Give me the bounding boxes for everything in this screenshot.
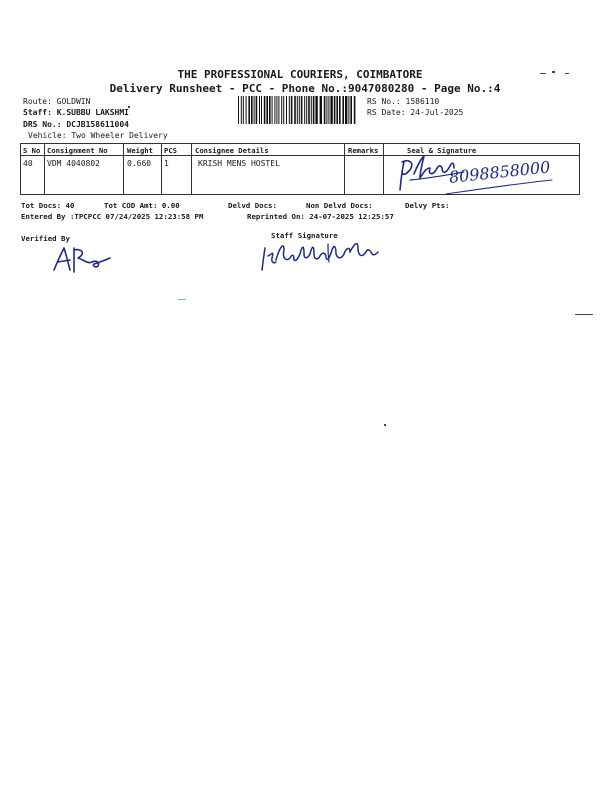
scan-speck bbox=[552, 71, 555, 73]
barcode-bar bbox=[299, 96, 300, 124]
verifier-signature-image bbox=[50, 244, 114, 276]
column-divider bbox=[123, 144, 124, 194]
total-docs: Tot Docs: 40 bbox=[21, 201, 75, 210]
barcode-bar bbox=[301, 96, 303, 124]
barcode-bar bbox=[266, 96, 268, 124]
barcode-bar bbox=[328, 96, 329, 124]
staff-label: Staff: K.SUBBU LAKSHMI bbox=[23, 108, 129, 117]
barcode-bar bbox=[339, 96, 341, 124]
barcode-bar bbox=[306, 96, 307, 124]
column-divider bbox=[383, 144, 384, 194]
staff-signature-image bbox=[258, 236, 382, 276]
header-consignee: Consignee Details bbox=[195, 146, 269, 155]
barcode-bar bbox=[334, 96, 336, 124]
cell-consignment: VDM 4040802 bbox=[47, 159, 100, 168]
route-label: Route: GOLDWIN bbox=[23, 97, 91, 106]
staff-signature-label: Staff Signature bbox=[271, 231, 338, 240]
cell-weight: 0.660 bbox=[127, 159, 152, 168]
barcode-bar bbox=[308, 96, 310, 124]
barcode-bar bbox=[286, 96, 287, 124]
barcode-bar bbox=[272, 96, 273, 124]
barcode-bar bbox=[256, 96, 258, 124]
header-pcs: PCS bbox=[164, 146, 177, 155]
barcode-bar bbox=[281, 96, 282, 124]
barcode-bar bbox=[294, 96, 296, 124]
barcode-image bbox=[237, 96, 359, 124]
scan-speck bbox=[565, 73, 569, 74]
column-divider bbox=[161, 144, 162, 194]
barcode-bar bbox=[291, 96, 293, 124]
barcode-bar bbox=[348, 96, 349, 124]
barcode-bar bbox=[238, 96, 239, 124]
barcode-bar bbox=[251, 96, 253, 124]
column-divider bbox=[191, 144, 192, 194]
receiver-phone-handwritten: 8098858000 bbox=[448, 157, 552, 187]
barcode-bar bbox=[297, 96, 298, 124]
barcode-bar bbox=[336, 96, 338, 124]
barcode-bar bbox=[261, 96, 262, 124]
barcode-bar bbox=[313, 96, 315, 124]
delivery-points: Delvy Pts: bbox=[405, 201, 450, 210]
rs-number: RS No.: 1586110 bbox=[367, 97, 440, 106]
barcode-bar bbox=[243, 96, 244, 124]
barcode-bar bbox=[350, 96, 352, 124]
reprinted-on: Reprinted On: 24-07-2025 12:25:57 bbox=[247, 212, 394, 221]
barcode-bar bbox=[274, 96, 275, 124]
barcode-bar bbox=[311, 96, 312, 124]
barcode-bar bbox=[278, 96, 279, 124]
non-delivered-docs: Non Delvd Docs: bbox=[306, 201, 373, 210]
scan-speck bbox=[575, 314, 593, 315]
delivered-docs: Delvd Docs: bbox=[228, 201, 277, 210]
underline-stroke bbox=[444, 178, 556, 198]
total-cod-amount: Tot COD Amt: 0.00 bbox=[104, 201, 180, 210]
barcode-bar bbox=[330, 96, 332, 124]
header-sno: S No bbox=[23, 146, 41, 155]
scan-speck bbox=[128, 106, 130, 108]
barcode-bar bbox=[241, 96, 242, 124]
scan-speck bbox=[384, 424, 386, 426]
barcode-bar bbox=[345, 96, 347, 124]
barcode-bar bbox=[320, 96, 322, 124]
barcode-bar bbox=[324, 96, 326, 124]
cell-pcs: 1 bbox=[164, 159, 169, 168]
barcode-bar bbox=[289, 96, 290, 124]
cell-consignee: KRISH MENS HOSTEL bbox=[198, 159, 280, 168]
barcode-bar bbox=[304, 96, 305, 124]
column-divider bbox=[344, 144, 345, 194]
drs-number: DRS No.: DCJB158611004 bbox=[23, 120, 129, 129]
header-seal-signature: Seal & Signature bbox=[407, 146, 477, 155]
header-consignment: Consignment No bbox=[47, 146, 108, 155]
rs-date: RS Date: 24-Jul-2025 bbox=[367, 108, 464, 117]
barcode-bar bbox=[354, 96, 356, 124]
barcode-bar bbox=[254, 96, 255, 124]
scan-speck bbox=[178, 299, 186, 300]
barcode-bar bbox=[342, 96, 344, 124]
company-title: THE PROFESSIONAL COURIERS, COIMBATORE bbox=[177, 68, 423, 81]
vehicle-label: Vehicle: Two Wheeler Delivery bbox=[28, 131, 168, 140]
entered-by: Entered By :TPCPCC 07/24/2025 12:23:58 PM bbox=[21, 212, 204, 221]
verified-by-label: Verified By bbox=[21, 234, 70, 243]
column-divider bbox=[44, 144, 45, 194]
barcode-bar bbox=[315, 96, 317, 124]
cell-sno: 40 bbox=[23, 159, 33, 168]
barcode-bar bbox=[283, 96, 284, 124]
barcode-bar bbox=[259, 96, 260, 124]
runsheet-title: Delivery Runsheet - PCC - Phone No.:9047080280 - Page No.:4 bbox=[109, 82, 501, 95]
barcode-bar bbox=[276, 96, 277, 124]
header-remarks: Remarks bbox=[348, 146, 379, 155]
barcode-bar bbox=[246, 96, 247, 124]
barcode-bar bbox=[326, 96, 327, 124]
barcode-bar bbox=[248, 96, 250, 124]
barcode-bar bbox=[269, 96, 271, 124]
scan-speck bbox=[540, 73, 546, 74]
header-weight: Weight bbox=[127, 146, 153, 155]
barcode-bar bbox=[264, 96, 266, 124]
